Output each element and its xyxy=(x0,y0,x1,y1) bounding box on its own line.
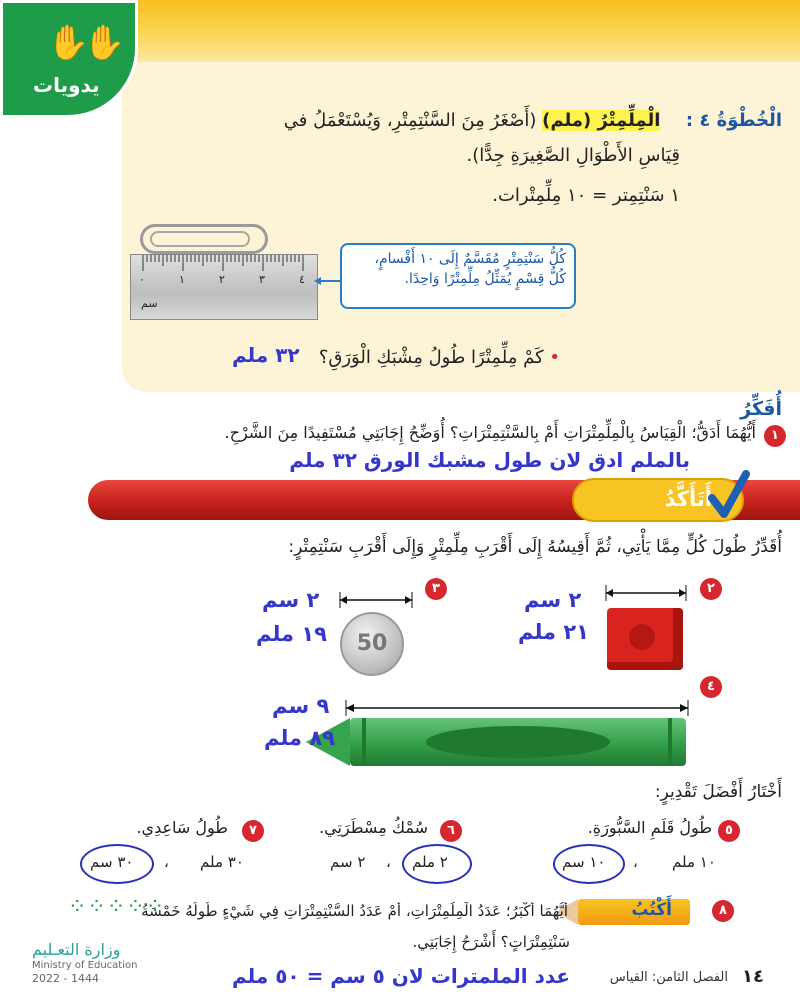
item-2-cm: ٢ سم xyxy=(524,588,582,612)
millimeter-term: الْمِلِّمِتْرُ (ملم) xyxy=(542,110,661,131)
item-4-cm: ٩ سم xyxy=(272,694,330,718)
conversion-equation: ١ سَنْتِمِتر = ١٠ مِلِّمِتْرات. xyxy=(492,185,680,206)
item-5-sep: ، xyxy=(633,853,638,871)
step-label: الْخُطْوَةُ ٤ : xyxy=(685,110,782,131)
item-3-mm: ١٩ ملم xyxy=(256,622,327,646)
checkmark-icon xyxy=(706,470,750,522)
check-instruction: أُقَدِّرُ طُولَ كُلٍّ مِمَّا يَأْتِي، ثُمَّ أَقِيسُهُ إِلَى أَقْرَبِ مِلِّمِتْرٍ وَإِلَى أَقْرَبِ سَنْتِمِتْرٍ: xyxy=(288,537,782,557)
item-4-number: ٤ xyxy=(700,676,722,698)
question-text: كَمْ مِلِّمِتْرًا طُولُ مِشْبَكِ الْوَرَقِ؟ xyxy=(318,347,544,368)
dotted-decoration: ⁘⁘⁘⁘⁘ xyxy=(68,895,166,920)
ruler xyxy=(130,254,318,320)
item-3-number: ٣ xyxy=(425,578,447,600)
bullet-icon: • xyxy=(549,347,560,368)
ruler-tick-3: ٣ xyxy=(259,273,265,286)
item-5-text: طُولُ قَلَمِ السَّبُّورَةِ. xyxy=(587,818,712,837)
think-number: ١ xyxy=(764,425,786,447)
write-title: أَكْتُبُ xyxy=(631,900,672,920)
coin-measure-line xyxy=(338,592,414,608)
cube-hole xyxy=(629,624,655,650)
ruler-tick-0: ٠ xyxy=(139,273,145,286)
halala-coin xyxy=(340,612,404,676)
crayon-measure-line xyxy=(344,700,690,716)
crayon-label-oval xyxy=(426,726,610,758)
think-answer: بالملم ادق لان طول مشبك الورق ٣٢ ملم xyxy=(289,448,690,472)
item-4-mm: ٨٩ ملم xyxy=(264,726,335,750)
think-question: أَيُّهُمَا أَدَقُّ؛ الْقِيَاسُ بِالْمِلِّمِتْرَاتِ أَمْ بِالسَّنْتِمِتْرَاتِ؟ أُوَضِّحُ إِجَابَتِي مُسْتَفِيدًا مِنَ الشَّرْحِ. xyxy=(224,423,756,442)
cube-measure-line xyxy=(604,585,688,601)
ruler-tick-4: ٤ xyxy=(299,273,305,286)
item-7-sep: ، xyxy=(164,853,169,871)
step-definition: (أَصْغَرُ مِنَ السَّنْتِمِتْرِ، وَيُسْتَعْمَلُ في xyxy=(283,110,537,131)
coin-value: 50 xyxy=(356,631,388,656)
item-6-option-b: ٢ سم xyxy=(330,853,366,871)
ministry-name-en: Ministry of Education xyxy=(32,960,138,971)
best-estimate-title: أَخْتَارُ أَفْضَلَ تَقْدِيرٍ: xyxy=(654,782,782,802)
item-3-cm: ٢ سم xyxy=(262,588,320,612)
manipulatives-label: يدويات xyxy=(33,73,100,97)
crayon-stripe xyxy=(668,718,672,766)
callout-pointer-icon xyxy=(314,276,342,286)
callout-line-2: كُلُّ قِسْمٍ يُمَثِّلُ مِلِّمِتْرًا وَاحِدًا. xyxy=(404,271,566,287)
item-6-number: ٦ xyxy=(440,820,462,842)
ruler-unit: سم xyxy=(141,297,158,310)
paper-clip-inner xyxy=(150,231,250,247)
item-8-number: ٨ xyxy=(712,900,734,922)
check-title: أَتَأَكَّدُ xyxy=(664,487,712,511)
ruler-callout xyxy=(340,243,576,309)
item-6-sep: ، xyxy=(386,853,391,871)
manipulatives-badge xyxy=(0,0,138,118)
item-7-option-b: ٣٠ سم xyxy=(90,853,134,871)
item-7-option-a: ٣٠ ملم xyxy=(200,853,244,871)
ministry-name-ar: وزارة التعـليم xyxy=(32,940,121,959)
write-question-line-1: أَيُّهُمَا أَكْبَرُ؛ عَدَدُ الْمِلِّمِتْرَاتِ، أَمْ عَدَدُ السَّنْتِمِتْرَاتِ فِي شَيْءٍ طُولُهُ خَمْسَةُ xyxy=(141,902,568,920)
write-badge xyxy=(578,899,690,925)
item-6-option-a: ٢ ملم xyxy=(412,853,448,871)
item-5-number: ٥ xyxy=(718,820,740,842)
callout-line-1: كُلُّ سَنْتِمِتْرٍ مُقَسَّمٌ إِلَى ١٠ أَقْسامٍ، xyxy=(374,251,566,267)
write-answer: عدد الملمترات لان ٥ سم = ٥٠ ملم xyxy=(232,964,571,988)
item-5-option-b: ١٠ سم xyxy=(562,853,606,871)
crayon-stripe xyxy=(362,718,366,766)
hands-icon: ✋✋ xyxy=(47,23,120,63)
write-question-line-2: سَنْتِمِتْرَاتٍ؟ أَشْرَحُ إِجَابَتِي. xyxy=(412,933,570,951)
item-7-text: طُولُ سَاعِدِي. xyxy=(136,818,228,837)
item-5-option-a: ١٠ ملم xyxy=(672,853,716,871)
connecting-cube xyxy=(607,608,683,670)
page-number: ١٤ xyxy=(742,966,764,987)
edition-year: 2022 - 1444 xyxy=(32,972,99,985)
step-line-2: قِيَاسِ الأَطْوَالِ الصَّغِيرَةِ جِدًّا). xyxy=(466,145,680,166)
think-title: أُفَكِّرُ xyxy=(740,398,782,420)
step-line-1 xyxy=(122,110,782,131)
item-2-mm: ٢١ ملم xyxy=(518,620,589,644)
green-crayon xyxy=(350,718,686,766)
question-answer: ٣٢ ملم xyxy=(232,343,300,367)
ruler-tick-2: ٢ xyxy=(219,273,225,286)
item-6-text: سُمْكُ مِسْطَرَتِي. xyxy=(319,818,428,837)
ruler-ticks xyxy=(131,255,317,319)
item-7-number: ٧ xyxy=(242,820,264,842)
ruler-tick-1: ١ xyxy=(179,273,185,286)
chapter-title: الفصل الثامن: القياس xyxy=(609,970,728,985)
item-2-number: ٢ xyxy=(700,578,722,600)
